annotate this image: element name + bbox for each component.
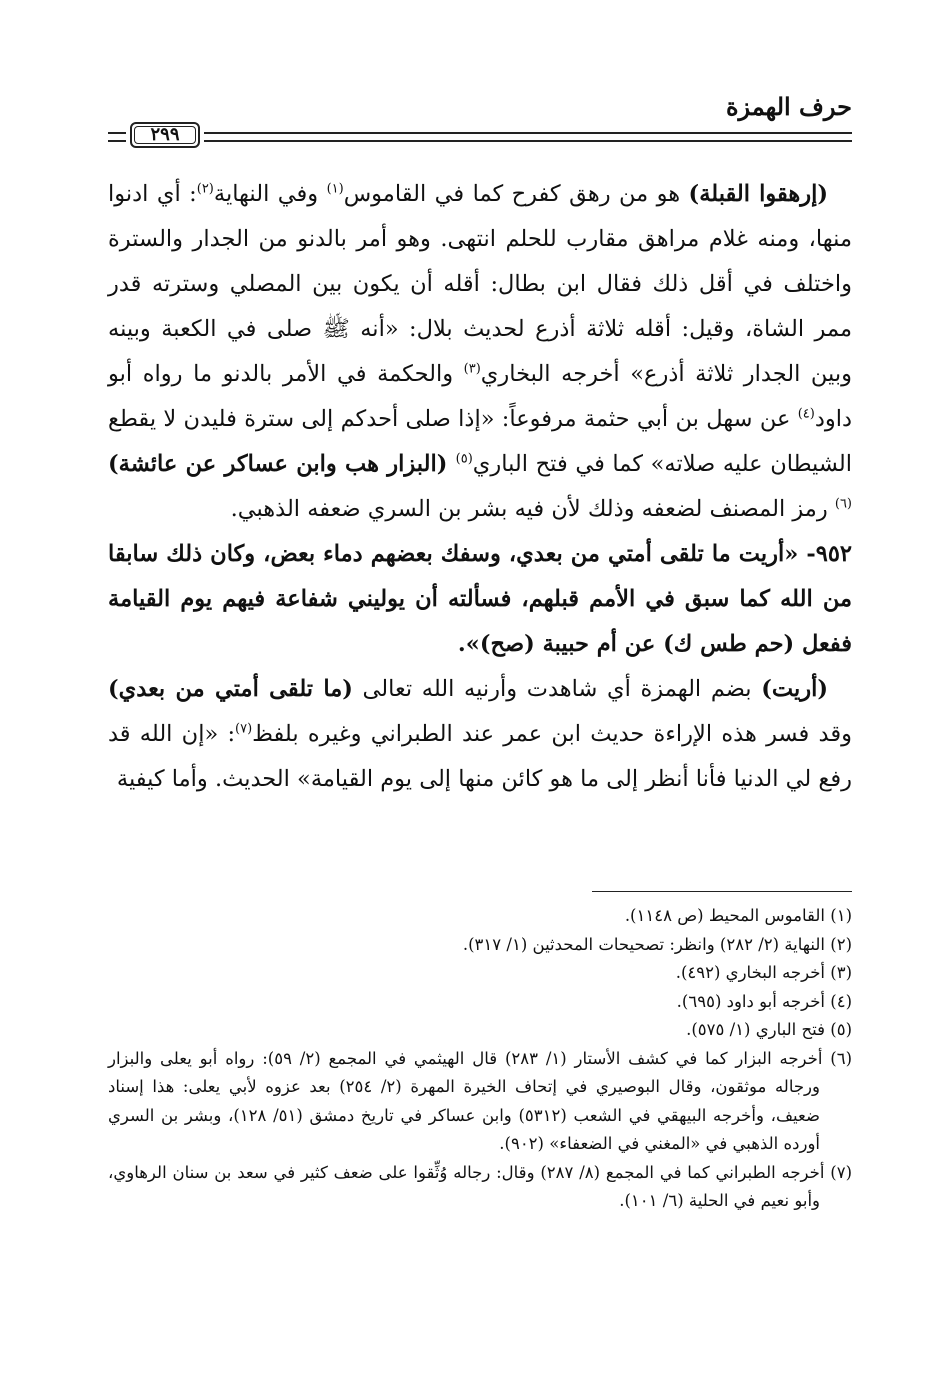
footnote-6: (٦) أخرجه البزار كما في كشف الأستار (١/ ٢٨٣) قال الهيثمي في المجمع (٢/ ٥٩): رواه أبو يعلى والبزار ورجاله موثقون، وقال البوصيري في إتحاف الخيرة المهرة (٢/ ٢٥٤) بعد عزوه لأبي يعلى: هذا إسناد ضعيف، وأخرجه البيهقي في الشعب (٥٣١٢) وابن عساكر في تاريخ دمشق (٥١/ ١٢٨)، وبشر بن السري أورده الذهبي في «المغني في الضعفاء» (٩٠٢). xyxy=(108,1048,853,1153)
text-run: هو من رهق كفرح كما في القاموس xyxy=(343,181,689,207)
page-header xyxy=(108,92,852,152)
footnote-separator xyxy=(592,891,852,892)
footnote-ref-2[interactable]: (٢) xyxy=(196,181,214,197)
footnote-2: (٢) النهاية (٢/ ٢٨٢) وانظر: تصحيحات المحدثين (١/ ٣١٧). xyxy=(462,934,852,954)
quoted-phrase-bold: (ما تلقى أمتي من بعدي) xyxy=(108,676,353,702)
header-double-rule xyxy=(204,132,852,142)
footnotes xyxy=(108,902,852,1216)
text-run: والحكمة في الأمر بالدنو ما رواه أبو داود xyxy=(108,361,852,432)
header-rule-left-segment xyxy=(108,132,126,142)
text-run: عن سهل بن أبي حثمة مرفوعاً: «إذا صلى أحدكم إلى سترة فليدن لا يقطع الشيطان عليه صلاته» كما في فتح الباري xyxy=(108,406,852,477)
text-run: وفي النهاية xyxy=(213,181,327,207)
footnote-ref-5[interactable]: (٥) xyxy=(455,451,473,467)
text-run: رمز المصنف لضعفه وذلك لأن فيه بشر بن السري ضعفه الذهبي. xyxy=(230,496,835,522)
commentary-paragraph-1 xyxy=(108,172,852,532)
footnote-ref-7[interactable]: (٧) xyxy=(235,721,253,737)
source-codes-bold: (البزار هب وابن عساكر عن عائشة) xyxy=(108,451,456,477)
term-bold: (إرهقوا القبلة) xyxy=(688,181,828,207)
footnote-5: (٥) فتح الباري (١/ ٥٧٥). xyxy=(686,1020,852,1039)
text-run: بضم الهمزة أي شاهدت وأرنيه الله تعالى xyxy=(352,676,762,702)
text-run: : أي ادنوا منها، ومنه غلام مراهق مقارب للحلم انتهى. وهو أمر بالدنو من الجدار والسترة واختلف في أقل ذلك فقال ابن بطال: أقله أن يكون بين المصلي وسترته قدر ممر الشاة، وقيل: أقله ثلاثة أذرع لحديث بلال: «أنه ﷺ صلى في الكعبة وبينه وبين الجدار ثلاثة أذرع» أخرجه البخاري xyxy=(108,181,852,387)
main-text xyxy=(108,172,852,802)
footnote-3: (٣) أخرجه البخاري (٤٩٢). xyxy=(675,963,852,982)
footnote-ref-1[interactable]: (١) xyxy=(326,181,344,197)
footnote-4: (٤) أخرجه أبو داود (٦٩٥). xyxy=(676,991,852,1011)
commentary-paragraph-2 xyxy=(108,667,852,802)
footnote-ref-4[interactable]: (٤) xyxy=(797,406,815,422)
footnote-7: (٧) أخرجه الطبراني كما في المجمع (٨/ ٢٨٧) وقال: رجاله وُثِّقوا على ضعف كثير في سعد بن سنان الرهاوي، وأبو نعيم في الحلية (٦/ ١٠١). xyxy=(108,1162,852,1210)
footnote-1: (١) القاموس المحيط (ص ١١٤٨). xyxy=(624,906,852,925)
term-bold: (أريت) xyxy=(761,676,828,702)
footnote-ref-3[interactable]: (٣) xyxy=(463,361,481,377)
chapter-title: حرف الهمزة xyxy=(725,92,852,121)
header-rule xyxy=(108,122,852,148)
text-run: وقد فسر هذه الإراءة حديث ابن عمر عند الطبراني وغيره بلفظ xyxy=(252,721,852,747)
footnote-ref-6[interactable]: (٦) xyxy=(834,496,852,512)
hadith-952: ٩٥٢- «أريت ما تلقى أمتي من بعدي، وسفك بعضهم دماء بعض، وكان ذلك سابقا من الله كما سبق في الأمم قبلهم، فسألته أن يوليني شفاعة فيهم يوم القيامة ففعل (حم طس ك) عن أم حبيبة (صح)». xyxy=(108,541,852,657)
text-run: : «إن الله قد رفع لي الدنيا فأنا أنظر إلى ما هو كائن منها إلى يوم القيامة» الحديث. وأما كيفية xyxy=(108,721,852,792)
page-number: ٢٩٩ xyxy=(130,122,200,148)
